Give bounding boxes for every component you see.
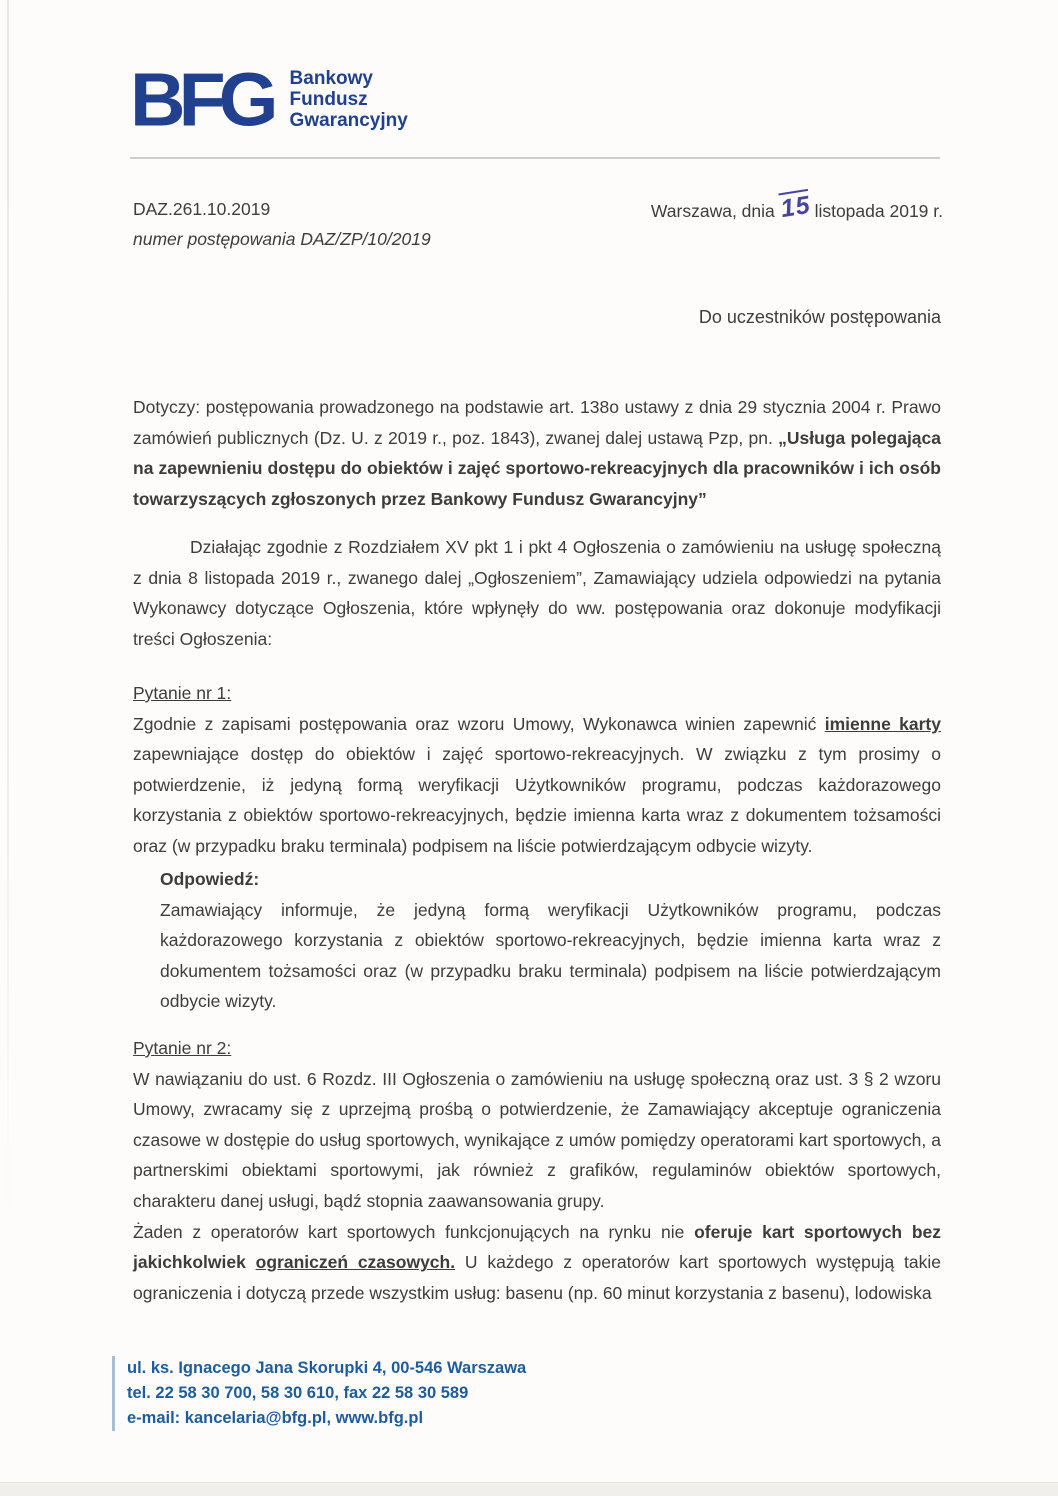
footer-address: ul. ks. Ignacego Jana Skorupki 4, 00-546 Warszawa [127, 1359, 527, 1377]
handwritten-day: 15 [778, 190, 813, 224]
question-2-body-1: W nawiązaniu do ust. 6 Rozdz. III Ogłoszenia o zamówieniu na usługę społeczną oraz ust. 3 § 2 wzoru Umowy, zwracamy się z uprzejmą prośbą o potwierdzenie, że Zamawiający akceptuje ograniczenia czasowe w dostępie do usług sportowych, wynikające z umów pomiędzy operatorami kart sportowych, a partnerskimi obiektami sportowymi, jak również z grafików, regulaminów obiektów sportowych, charakteru danej usługi, bądź stopnia zaawansowania grupy. [133, 1068, 941, 1211]
question-1-emphasis: imienne karty [824, 713, 941, 734]
subject-paragraph [133, 392, 941, 514]
question-2-text: Żaden z operatorów kart sportowych funkcjonujących na rynku nie [133, 1221, 695, 1242]
proceeding-number: numer postępowania DAZ/ZP/10/2019 [133, 229, 431, 249]
place-date-prefix: Warszawa, dnia [650, 201, 775, 221]
bfg-logo-name [290, 68, 408, 131]
scan-edge-artifact [7, 0, 9, 1230]
question-2-text: U każdego z operatorów kart sportowych występują takie ograniczenia i dotyczą przede wszystkim usług: basenu (np. 60 minut korzystania z basenu), lodowiska [133, 1252, 942, 1303]
footer-contact-block [112, 1356, 526, 1431]
bfg-logo [130, 57, 408, 143]
addressee-line: Do uczestników postępowania [698, 307, 941, 327]
question-1-text: Zgodnie z zapisami postępowania oraz wzoru Umowy, Wykonawca winien zapewnić [133, 713, 825, 734]
answer-1-body: Zamawiający informuje, że jedyną formą weryfikacji Użytkowników programu, podczas każdorazowego korzystania z obiektów sportowo-rekreacyjnych, będzie imienna karta wraz z dokumentem tożsamości oraz (w przypadku braku terminala) podpisem na liście potwierdzającym odbycie wizyty. [160, 899, 941, 1012]
intro-paragraph: Działając zgodnie z Rozdziałem XV pkt 1 i pkt 4 Ogłoszenia o zamówieniu na usługę społeczną z dnia 8 listopada 2019 r., zwanego dalej „Ogłoszeniem”, Zamawiający udziela odpowiedzi na pytania Wykonawcy dotyczące Ogłoszenia, które wpłynęły do ww. postępowania oraz dokonuje modyfikacji treści Ogłoszenia: [133, 537, 941, 649]
footer-email: e-mail: kancelaria@bfg.pl, www.bfg.pl [127, 1409, 424, 1427]
logo-name-line: Fundusz [289, 89, 368, 110]
header-divider [130, 157, 940, 159]
footer-phone: tel. 22 58 30 700, 58 30 610, fax 22 58 30 589 [127, 1384, 469, 1402]
reference-number: DAZ.261.10.2019 [133, 199, 271, 219]
place-date-line [650, 190, 943, 254]
place-date-suffix: listopada 2019 r. [814, 201, 943, 221]
subject-text: Dotyczy: postępowania prowadzonego na podstawie art. 138o ustawy z dnia 29 stycznia 2004 r. Prawo zamówień publicznych (Dz. U. z 2019 r., poz. 1843), zwanej dalej ustawą Pzp, pn. [133, 397, 941, 448]
scan-bottom-artifact [0, 1482, 1058, 1496]
bfg-logo-mark: BFG [130, 57, 272, 143]
question-1-text: zapewniające dostęp do obiektów i zajęć sportowo-rekreacyjnych. W związku z tym prosimy o potwierdzenie, iż jedyną formą weryfikacji Użytkowników programu, podczas każdorazowego korzystania z obiektów sportowo-rekreacyjnych, będzie imienna karta wraz z dokumentem tożsamości oraz (w przypadku braku terminala) podpisem na liście potwierdzającym odbycie wizyty. [133, 744, 941, 856]
reference-row [133, 190, 943, 254]
question-1-heading: Pytanie nr 1: [133, 683, 232, 703]
question-2-section [133, 1033, 941, 1308]
question-1-section [133, 678, 941, 862]
question-2-heading: Pytanie nr 2: [133, 1038, 232, 1058]
answer-1-section [160, 864, 941, 1017]
logo-name-line: Bankowy [289, 68, 373, 89]
subject-title-bold: „Usługa polegająca na zapewnieniu dostępu do obiektów i zajęć sportowo-rekreacyjnych dla pracowników i ich osób towarzyszących zgłoszonych przez Bankowy Fundusz Gwarancyjny” [133, 427, 942, 509]
question-2-emphasis: ograniczeń czasowych. [255, 1252, 456, 1273]
logo-name-line: Gwarancyjny [289, 110, 408, 131]
question-1-body [133, 709, 941, 862]
question-2-bold: oferuje kart sportowych bez jakichkolwiek [133, 1221, 941, 1273]
reference-block [133, 194, 431, 254]
answer-1-heading: Odpowiedź: [160, 869, 260, 889]
question-2-body-2 [133, 1217, 941, 1309]
